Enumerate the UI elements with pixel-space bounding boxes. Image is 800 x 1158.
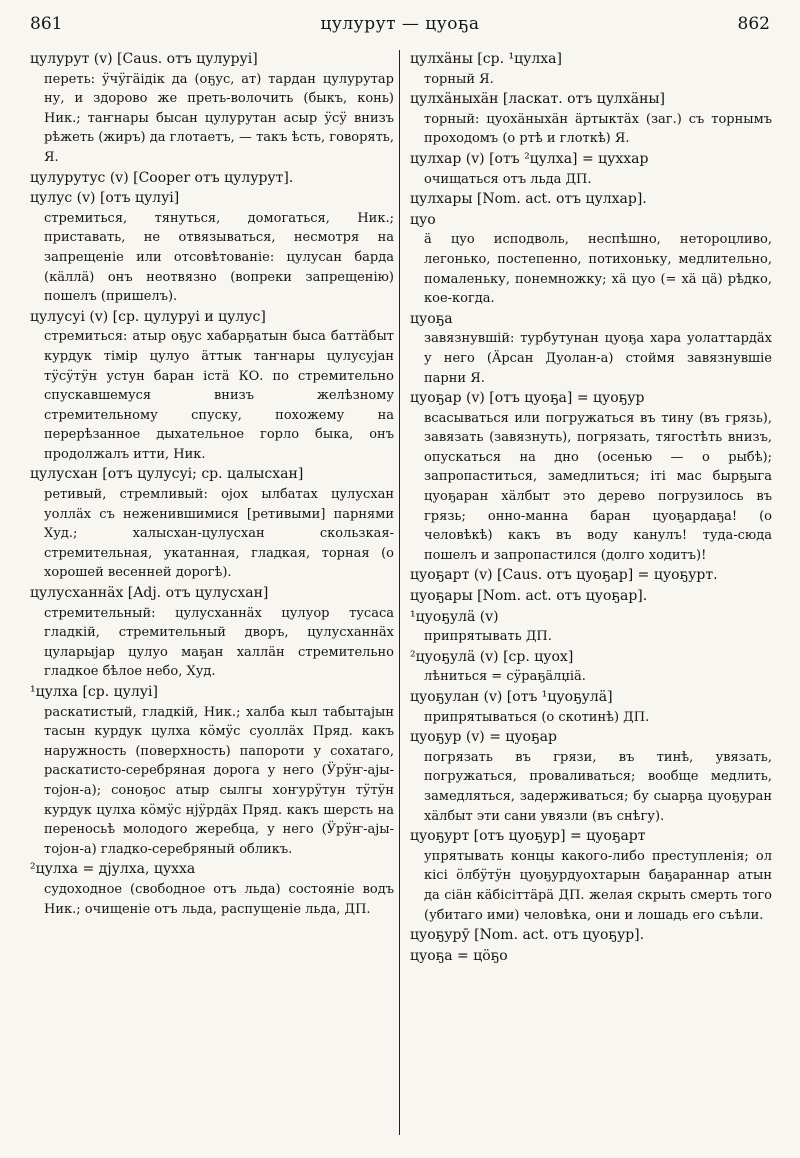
entry-definition: раскатистый, гладкій, Ник.; халба кыл табытаjын тасын курдук цулха кӧмӱс суоллäх Пряд. какъ наружность (поверхность) папороти у сохатаго, раскатисто-серебряная дорога у него (Ӱрӱҥ-аjы-тоjон-а); соноҕос атыр сылгы хоҥурӱтун тӱтӱн курдук цулха кӧмӱс нјӱрдäх Пряд. какъ шерсть на переносьѣ молодого жеребца, у него (Ӱрӱҥ-аjы-тоjон-а) гладко-серебряный обликъ.	[44, 704, 394, 857]
entry-headword: цулхäныхäн [ласкат. отъ цулхäны]	[410, 91, 666, 108]
entry-definition: очищаться отъ льда ДП.	[424, 171, 592, 187]
entry-headword: цуо	[410, 211, 436, 228]
entry-definition: припрятывать ДП.	[424, 629, 552, 645]
entry-headword: цуоҕур (v) = цуоҕар	[410, 729, 557, 746]
column-divider	[399, 50, 400, 1135]
dictionary-entry	[410, 211, 772, 309]
entry-definition: судоходное (свободное отъ льда) состояніе водъ Ник.; очищеніе отъ льда, распущеніе льда, ДП.	[44, 881, 394, 917]
entry-headword: цулусханнäх [Adj. отъ цулусхан]	[30, 585, 269, 602]
dictionary-entry	[30, 308, 394, 465]
entry-headword: цулхары [Nom. act. отъ цулхар].	[410, 191, 647, 208]
entry-headword: цулхар (v) [отъ ²цулха] = цуххар	[410, 150, 649, 167]
page-header	[30, 14, 770, 36]
entry-headword: ²цуоҕулä (v) [ср. цуох]	[410, 648, 574, 665]
dictionary-entry	[410, 587, 772, 607]
entry-definition: стремительный: цулусханнäх цулуор тусаса гладкій, стремительный дворъ, цулусханнäх цуларыjар цулуо маҕан халлäн стремительно гладкое бѣлое небо, Худ.	[44, 605, 394, 680]
entry-definition: переть: ӱчӱгäідік да (оҕус, ат) тардан цулурутар ну, и здорово же преть-волочить (быкъ, конь) Ник.; таҥнары бысан цулурутан асыр ӱсӱ внизъ рѣжеть (жиръ) да глотаетъ, — такъ ѣсть, говорять, Я.	[44, 71, 394, 165]
dictionary-entry	[30, 465, 394, 583]
entry-headword: ¹цулха [ср. цулуі]	[30, 684, 158, 700]
entry-definition: погрязать въ грязи, въ тинѣ, увязать, погружаться, проваливаться; вообще медлить, замедляться, задерживаться; бу сыарҕа цуоҕуран хäлбыт эти сани увязли (въ снѣгу).	[424, 749, 772, 824]
dictionary-entry	[410, 566, 772, 586]
entry-headword: цулхäны [ср. ¹цулха]	[410, 51, 562, 67]
dictionary-entry	[30, 50, 394, 168]
dictionary-entry	[410, 827, 772, 925]
page-number-right: 862	[737, 14, 770, 34]
dictionary-entry	[410, 728, 772, 826]
entry-definition: торный: цуохäныхäн äртыктäх (заг.) съ торнымъ проходомъ (о ртѣ и глоткѣ) Я.	[424, 111, 772, 147]
entry-definition: завязнувшій: турбутунан цуоҕа хара уолаттардäх у него (Äрсан Дуолан-а) стоймя завязнувшіе парни Я.	[424, 331, 772, 386]
dictionary-entry	[30, 584, 394, 682]
dictionary-entry	[30, 683, 394, 859]
entry-definition: ä цуо исподволь, неспѣшно, нетороцливо, легонько, постепенно, потихоньку, медлительно, помаленьку, понемножку; хä цуо (= хä цä) рѣдко, кое-когда.	[424, 232, 772, 307]
entry-definition: торный Я.	[424, 71, 494, 87]
dictionary-entry	[410, 648, 772, 687]
entry-definition: всасываться или погружаться въ тину (въ грязь), завязать (завязнуть), погрязать, тягостѣть внизъ, опускаться на дно (осенью — о рыбѣ); запропаститься, замедлиться; іті мас бырҕыга цуоҕаран хäлбыт это дерево погрузилось въ грязь; онно-манна баран цуоҕардаҕа! (о человѣкѣ) какъ въ воду канулъ! туда-сюда пошелъ и запропастился (долго ходитъ)!	[424, 410, 772, 563]
dictionary-entry	[410, 389, 772, 565]
entry-headword: цуоҕары [Nom. act. отъ цуоҕар].	[410, 588, 648, 605]
entry-headword: цуоҕарт (v) [Caus. отъ цуоҕар] = цуоҕурт.	[410, 567, 718, 584]
dictionary-entry	[410, 688, 772, 727]
entry-headword: ²цулха = дjулха, цухха	[30, 861, 196, 878]
entry-headword: цулусхан [отъ цулусуі; ср. цалысхан]	[30, 466, 304, 483]
entry-definition: стремиться: атыр оҕус хабарҕатын быса баттäбыт курдук тімір цулуо äттык таҥнары цулусуjан тӱсӱтӱн устун баран істä КО. по стремительно спускавшемуся внизъ желѣзному стремительному спуску, похожему на перерѣзанное дыхательное горло быка, онъ продолжалъ итти, Ник.	[44, 329, 394, 462]
page-number-left: 861	[30, 14, 63, 34]
dictionary-entry	[410, 608, 772, 647]
entry-headword: цуоҕа = цӧҕо	[410, 947, 508, 964]
entry-headword: цуоҕурт [отъ цуоҕур] = цуоҕарт	[410, 828, 646, 845]
entry-headword: ¹цуоҕулä (v)	[410, 608, 499, 625]
entry-headword: цуоҕар (v) [отъ цуоҕа] = цуоҕур	[410, 390, 645, 407]
entry-headword: цуоҕа	[410, 310, 453, 327]
entry-definition: упрятывать концы какого-либо преступленія; ол кісі ӧлбӱтӱн цуоҕурдуохтарын баҕараннар атын да сіäн кäбісіттäрä ДП. желая скрыть смерть того (убитаго ими) человѣка, они и лошадь его съѣли.	[424, 848, 772, 923]
dictionary-entry	[410, 926, 772, 946]
entry-headword: цулусуі (v) [ср. цулуруі и цулус]	[30, 308, 266, 325]
dictionary-entry	[410, 310, 772, 388]
dictionary-entry	[410, 50, 772, 89]
entry-headword: цуоҕурӯ [Nom. act. отъ цуоҕур].	[410, 927, 645, 944]
entry-definition: ретивый, стремливый: ојох ылбатах цулусхан уоллäх съ неженившимися [ретивыми] парнями Худ.; халысхан-цулусхан скользкая-стремительная, укатанная, гладкая, торная (о хорошей весенней дорогѣ).	[44, 487, 394, 581]
dictionary-entry	[410, 190, 772, 210]
entry-definition: припрятываться (о скотинѣ) ДП.	[424, 709, 650, 725]
dictionary-entry	[30, 169, 394, 189]
dictionary-entry	[410, 150, 772, 189]
dictionary-entry	[410, 90, 772, 149]
entry-headword: цулурутус (v) [Cooper отъ цулурут].	[30, 169, 294, 186]
entry-headword: цулурут (v) [Caus. отъ цулуруі]	[30, 51, 258, 67]
entry-headword: цулус (v) [отъ цулуі]	[30, 190, 180, 207]
entry-headword: цуоҕулан (v) [отъ ¹цуоҕулä]	[410, 689, 613, 705]
dictionary-entry	[30, 860, 394, 919]
left-column	[30, 50, 394, 1140]
dictionary-entry	[30, 189, 394, 307]
dictionary-entry	[410, 947, 772, 967]
entry-definition: стремиться, тянуться, домогаться, Ник.; приставать, не отвязываться, несмотря на запрещеніе или отсовѣтованіе: цулусан барда (кäллä) онъ неотвязно (вопреки запрещенію) пошелъ (пришелъ).	[44, 210, 394, 305]
entry-definition: лѣниться = сӱраҕäлџіä.	[424, 669, 586, 685]
right-column	[410, 50, 772, 1140]
running-title: цулурут — цуоҕа	[320, 14, 480, 34]
